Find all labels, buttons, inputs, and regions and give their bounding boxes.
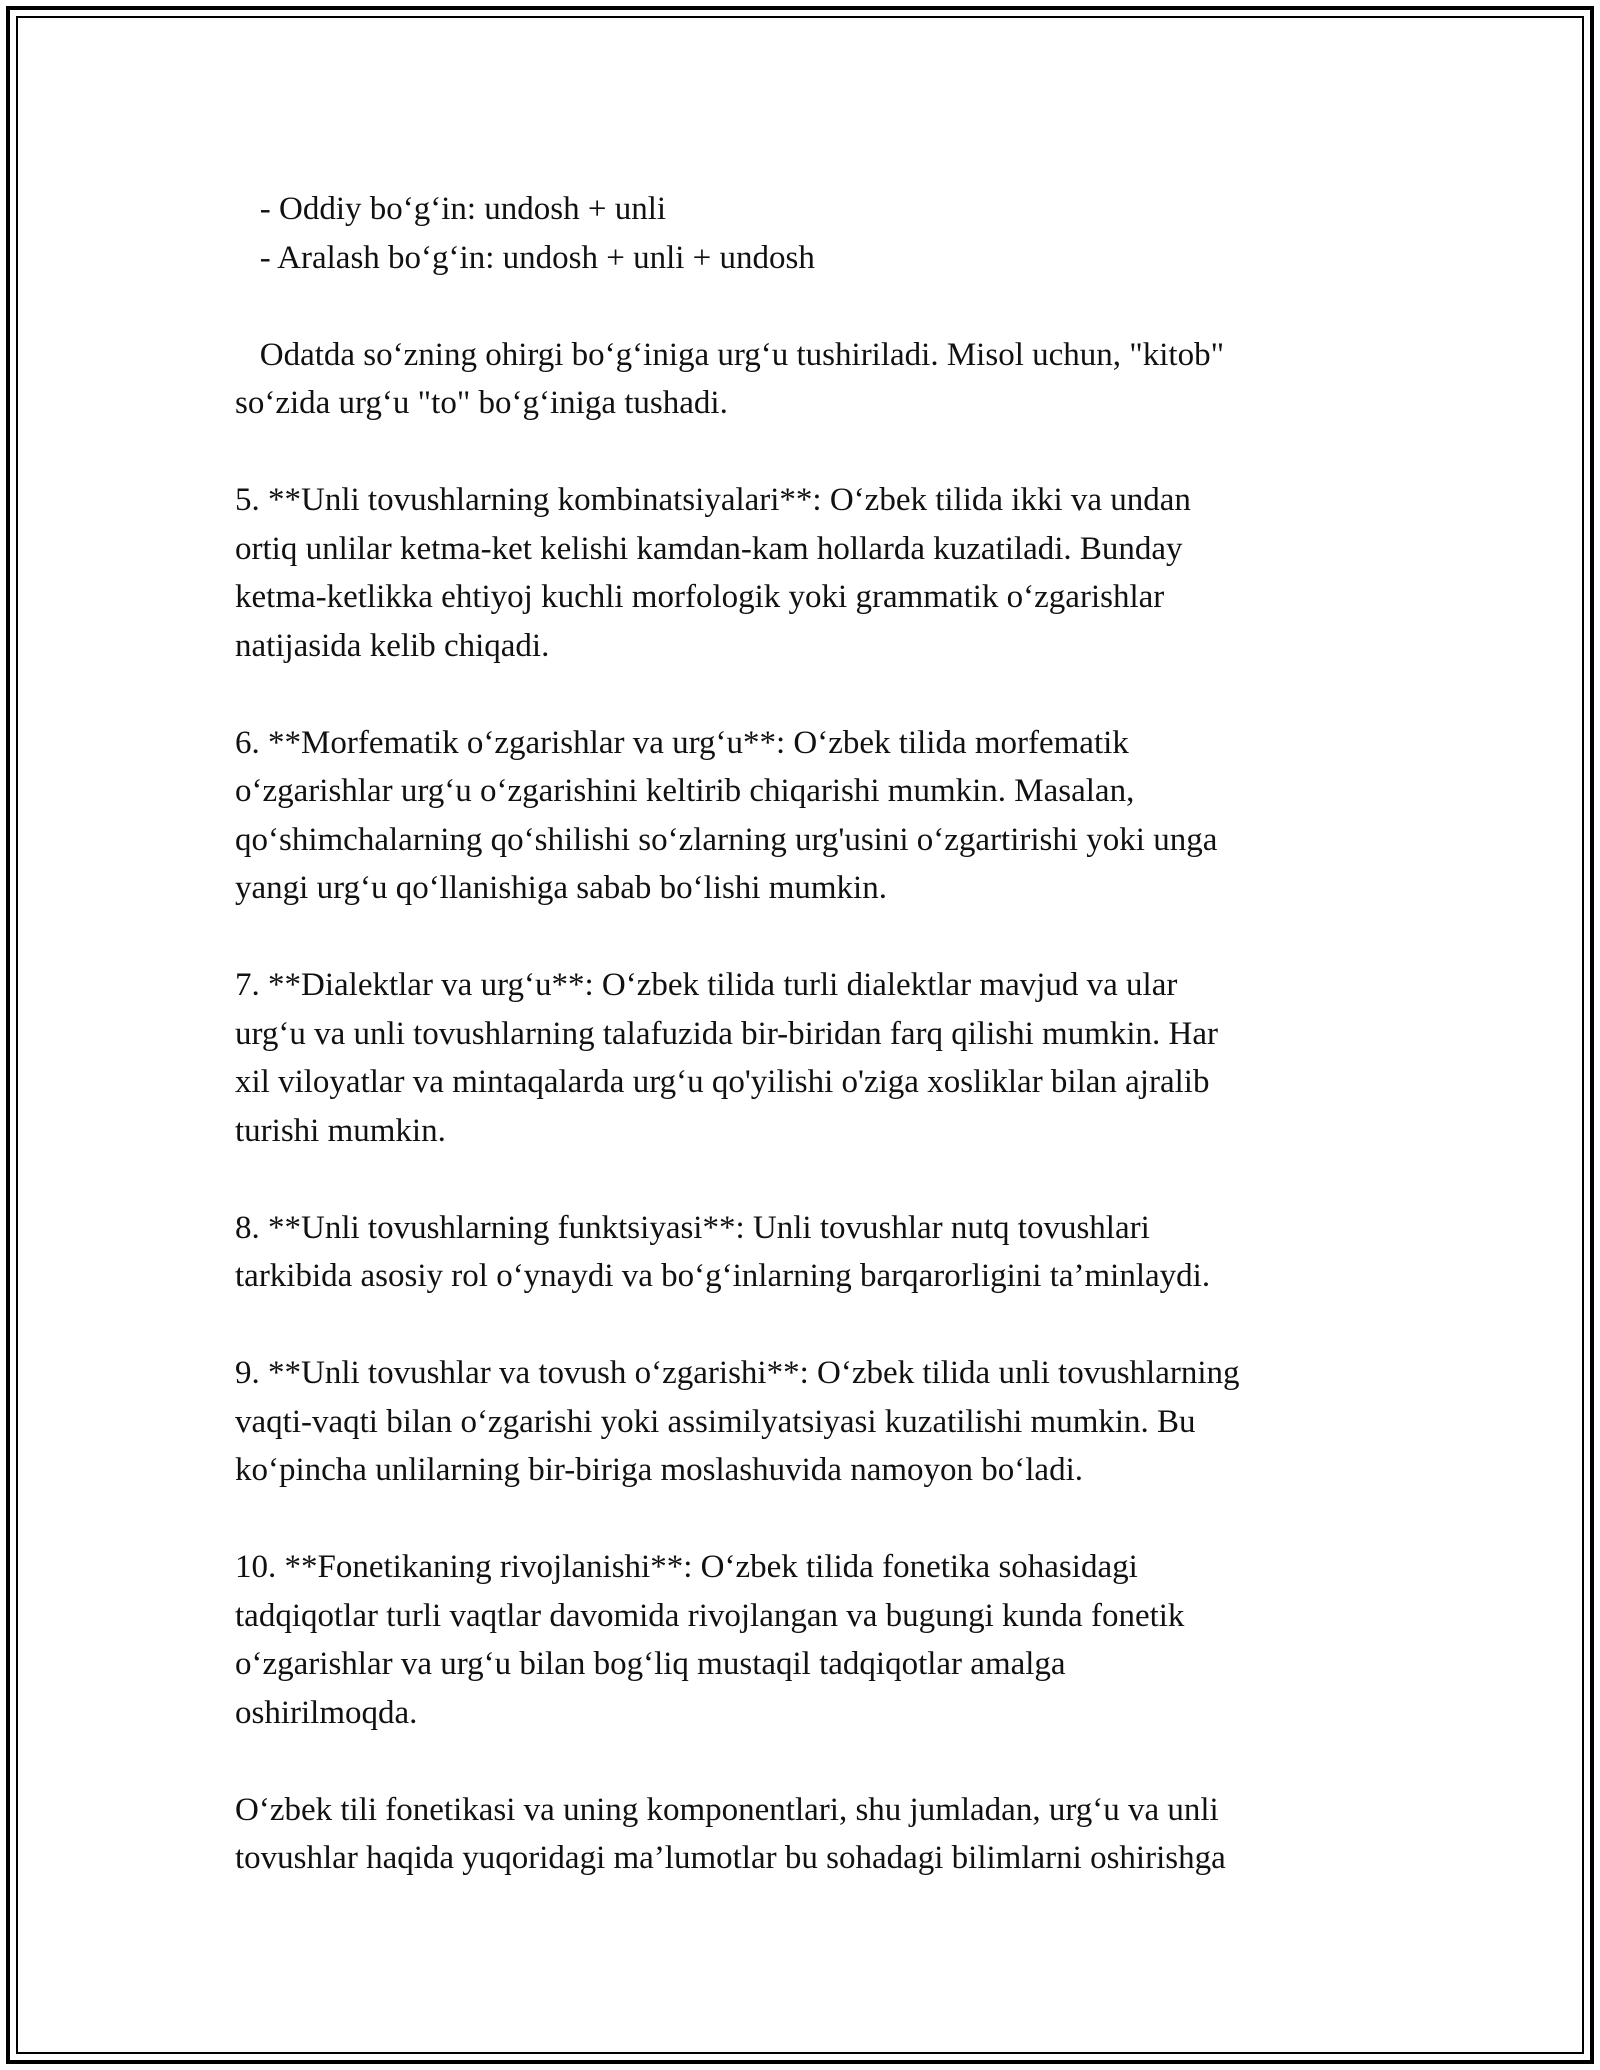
text-line: 8. **Unli tovushlarning funktsiyasi**: Unli tovushlar nutq tovushlari: [235, 1209, 1150, 1246]
conclusion-paragraph: [235, 1786, 1365, 1883]
item-5: [235, 476, 1365, 670]
text-line: 6. **Morfematik o‘zgarishlar va urg‘u**: O‘zbek tilida morfematik: [235, 724, 1129, 761]
item-8: [235, 1204, 1365, 1301]
text-line: O‘zbek tili fonetikasi va uning komponentlari, shu jumladan, urg‘u va unli: [235, 1791, 1219, 1828]
text-line: yangi urg‘u qo‘llanishiga sabab bo‘lishi mumkin.: [235, 870, 887, 906]
text-line: oshirilmoqda.: [235, 1694, 418, 1731]
item-7: [235, 961, 1365, 1155]
paragraph-spacer: [235, 913, 1365, 962]
text-line: so‘zida urg‘u "to" bo‘g‘iniga tushadi.: [235, 385, 728, 421]
paragraph-spacer: [235, 1737, 1365, 1786]
paragraph-spacer: [235, 1495, 1365, 1544]
text-line: urg‘u va unli tovushlarning talafuzida bir-biridan farq qilishi mumkin. Har: [235, 1015, 1219, 1052]
text-line: qo‘shimchalarning qo‘shilishi so‘zlarning urg'usini o‘zgartirishi yoki unga: [235, 821, 1218, 858]
text-line: xil viloyatlar va mintaqalarda urg‘u qo'yilishi o'ziga xosliklar bilan ajralib: [235, 1064, 1210, 1100]
text-line: natijasida kelib chiqadi.: [235, 627, 550, 664]
syllable-type-simple: [235, 185, 1365, 234]
item-10: [235, 1543, 1365, 1737]
text-line: ketma-ketlikka ehtiyoj kuchli morfologik yoki grammatik o‘zgarishlar: [235, 579, 1165, 615]
text-line: 10. **Fonetikaning rivojlanishi**: O‘zbek tilida fonetika sohasidagi: [235, 1549, 1138, 1585]
text-line: - Oddiy bo‘g‘in: undosh + unli: [235, 191, 667, 227]
item-9: [235, 1349, 1365, 1495]
stress-paragraph: [235, 331, 1365, 428]
text-line: Odatda so‘zning ohirgi bo‘g‘iniga urg‘u tushiriladi. Misol uchun, "kitob": [235, 336, 1225, 373]
text-line: tovushlar haqida yuqoridagi ma’lumotlar bu sohadagi bilimlarni oshirishga: [235, 1840, 1226, 1876]
paragraph-spacer: [235, 1155, 1365, 1204]
item-6: [235, 719, 1365, 913]
paragraph-spacer: [235, 1301, 1365, 1350]
text-line: tarkibida asosiy rol o‘ynaydi va bo‘g‘inlarning barqarorligini ta’minlaydi.: [235, 1258, 1211, 1294]
text-line: o‘zgarishlar urg‘u o‘zgarishini keltirib chiqarishi mumkin. Masalan,: [235, 773, 1135, 809]
text-line: ortiq unlilar ketma-ket kelishi kamdan-kam hollarda kuzatiladi. Bunday: [235, 530, 1183, 567]
text-line: - Aralash bo‘g‘in: undosh + unli + undosh: [235, 239, 815, 276]
text-line: 5. **Unli tovushlarning kombinatsiyalari**: O‘zbek tilida ikki va undan: [235, 482, 1191, 518]
text-line: turishi mumkin.: [235, 1112, 446, 1149]
text-line: o‘zgarishlar va urg‘u bilan bog‘liq mustaqil tadqiqotlar amalga: [235, 1646, 1066, 1682]
text-line: ko‘pincha unlilarning bir-biriga moslashuvida namoyon bo‘ladi.: [235, 1452, 1083, 1488]
document-body: [235, 185, 1365, 1883]
text-line: tadqiqotlar turli vaqtlar davomida rivojlangan va bugungi kunda fonetik: [235, 1597, 1185, 1634]
text-line: 9. **Unli tovushlar va tovush o‘zgarishi**: O‘zbek tilida unli tovushlarning: [235, 1355, 1240, 1391]
paragraph-spacer: [235, 670, 1365, 719]
text-line: 7. **Dialektlar va urg‘u**: O‘zbek tilida turli dialektlar mavjud va ular: [235, 967, 1178, 1003]
paragraph-spacer: [235, 428, 1365, 477]
paragraph-spacer: [235, 282, 1365, 331]
syllable-type-mixed: [235, 234, 1365, 283]
text-line: vaqti-vaqti bilan o‘zgarishi yoki assimilyatsiyasi kuzatilishi mumkin. Bu: [235, 1403, 1196, 1440]
